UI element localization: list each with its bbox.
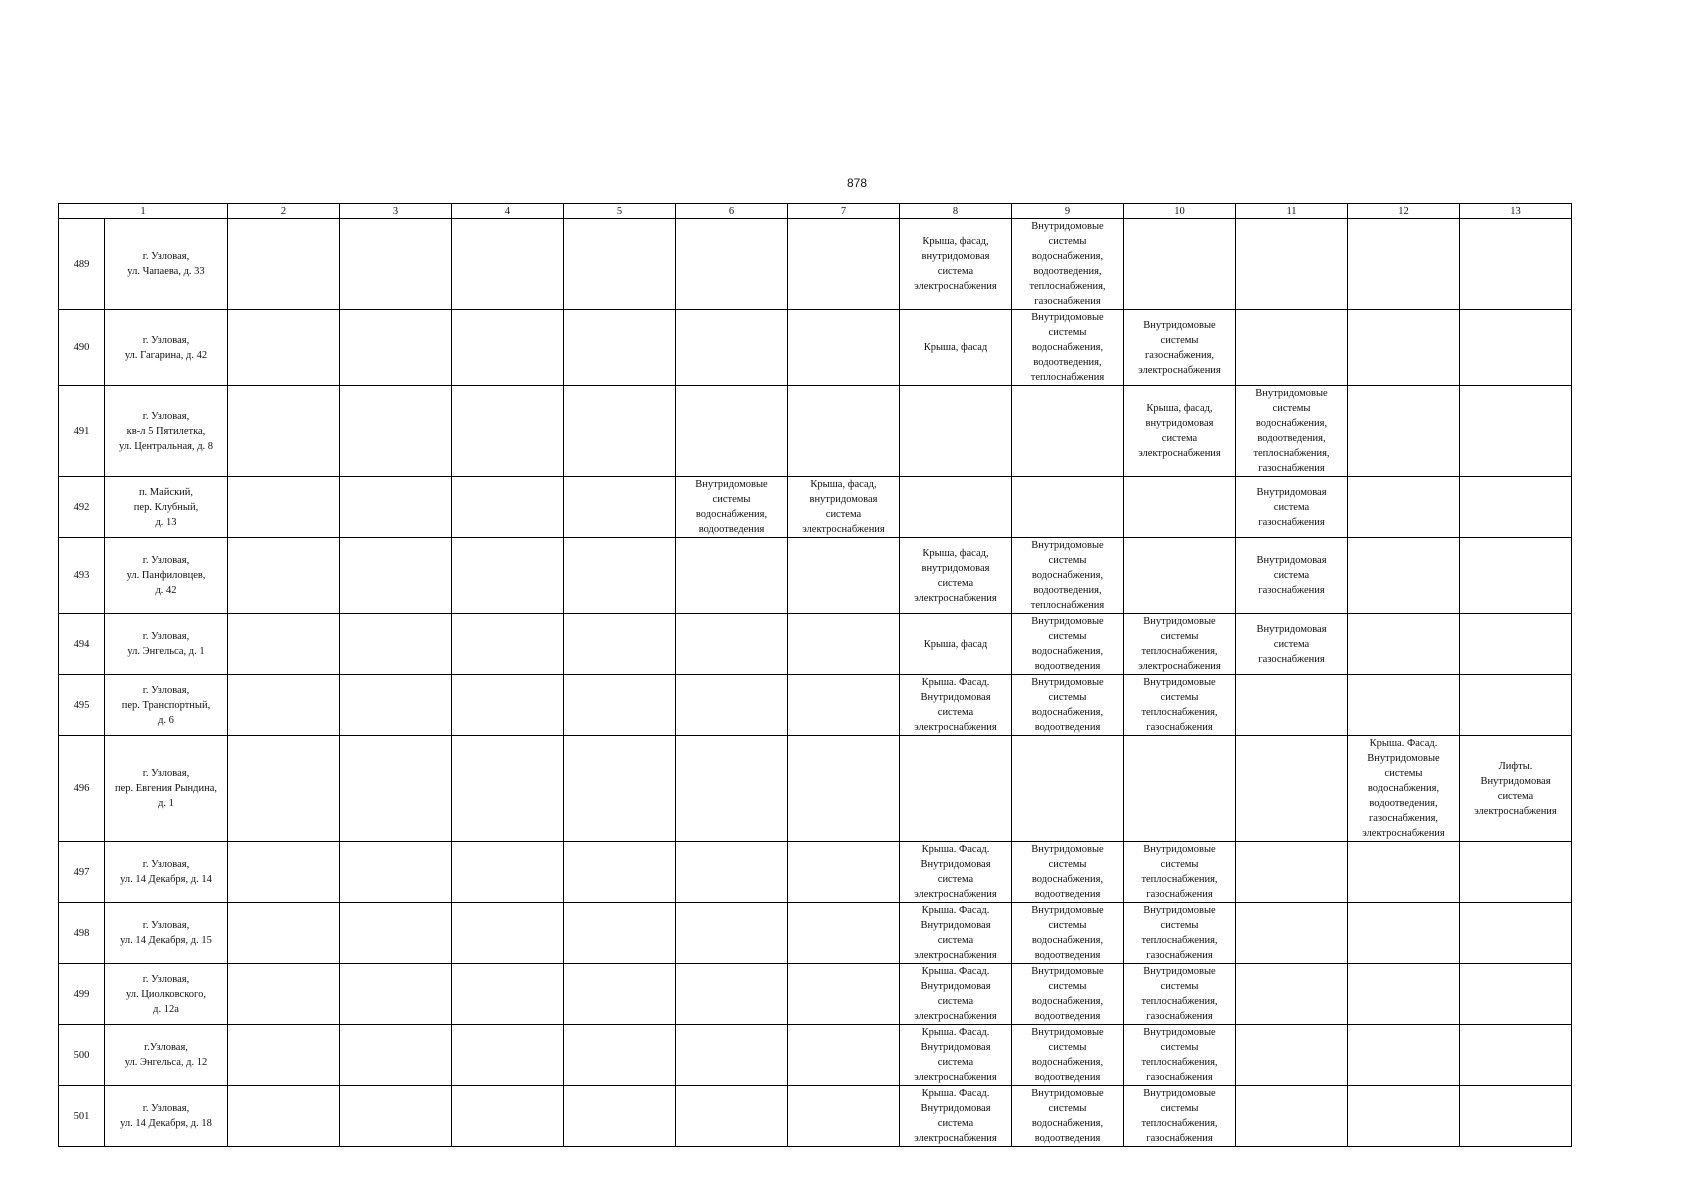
header-cell: 13 <box>1460 204 1572 219</box>
col6-cell: Внутридомовые системы водоснабжения, водоотведения <box>676 477 788 538</box>
col9-cell: Внутридомовые системы водоснабжения, водоотведения <box>1012 903 1124 964</box>
col4-cell <box>452 477 564 538</box>
col5-cell <box>564 736 676 842</box>
col2-cell <box>228 386 340 477</box>
col6-cell <box>676 1025 788 1086</box>
col10-cell <box>1124 477 1236 538</box>
col12-cell <box>1348 219 1460 310</box>
col5-cell <box>564 310 676 386</box>
col8-cell <box>900 736 1012 842</box>
col5-cell <box>564 903 676 964</box>
table-row <box>59 903 1572 964</box>
address-cell: г. Узловая, ул. 14 Декабря, д. 18 <box>105 1086 228 1147</box>
table-row <box>59 1086 1572 1147</box>
col9-cell: Внутридомовые системы водоснабжения, водоотведения <box>1012 964 1124 1025</box>
col5-cell <box>564 477 676 538</box>
col7-cell <box>788 903 900 964</box>
col3-cell <box>340 310 452 386</box>
col8-cell: Крыша. Фасад. Внутридомовая система электроснабжения <box>900 903 1012 964</box>
col11-cell: Внутридомовая система газоснабжения <box>1236 614 1348 675</box>
col10-cell: Внутридомовые системы теплоснабжения, газоснабжения <box>1124 1086 1236 1147</box>
row-number-cell: 497 <box>59 842 105 903</box>
col3-cell <box>340 386 452 477</box>
col3-cell <box>340 964 452 1025</box>
address-cell: г. Узловая, ул. 14 Декабря, д. 14 <box>105 842 228 903</box>
col13-cell <box>1460 614 1572 675</box>
col10-cell <box>1124 219 1236 310</box>
table-row <box>59 386 1572 477</box>
col7-cell <box>788 736 900 842</box>
header-cell: 9 <box>1012 204 1124 219</box>
col10-cell: Внутридомовые системы газоснабжения, электроснабжения <box>1124 310 1236 386</box>
col3-cell <box>340 614 452 675</box>
col10-cell <box>1124 736 1236 842</box>
col11-cell <box>1236 903 1348 964</box>
row-number-cell: 489 <box>59 219 105 310</box>
table-row <box>59 477 1572 538</box>
table-row <box>59 310 1572 386</box>
col5-cell <box>564 675 676 736</box>
col2-cell <box>228 614 340 675</box>
col13-cell <box>1460 1086 1572 1147</box>
col9-cell: Внутридомовые системы водоснабжения, водоотведения <box>1012 675 1124 736</box>
col9-cell: Внутридомовые системы водоснабжения, водоотведения <box>1012 1025 1124 1086</box>
address-cell: г. Узловая, пер. Транспортный, д. 6 <box>105 675 228 736</box>
col13-cell <box>1460 903 1572 964</box>
col11-cell <box>1236 219 1348 310</box>
col9-cell: Внутридомовые системы водоснабжения, водоотведения, теплоснабжения <box>1012 310 1124 386</box>
header-cell: 8 <box>900 204 1012 219</box>
header-cell: 5 <box>564 204 676 219</box>
col12-cell <box>1348 675 1460 736</box>
address-cell: г.Узловая, ул. Энгельса, д. 12 <box>105 1025 228 1086</box>
col9-cell: Внутридомовые системы водоснабжения, водоотведения <box>1012 1086 1124 1147</box>
col9-cell <box>1012 386 1124 477</box>
col5-cell <box>564 614 676 675</box>
col6-cell <box>676 903 788 964</box>
col11-cell <box>1236 1086 1348 1147</box>
col13-cell <box>1460 538 1572 614</box>
col10-cell: Внутридомовые системы теплоснабжения, электроснабжения <box>1124 614 1236 675</box>
col8-cell: Крыша, фасад <box>900 614 1012 675</box>
col7-cell: Крыша, фасад, внутридомовая система электроснабжения <box>788 477 900 538</box>
col13-cell <box>1460 477 1572 538</box>
col2-cell <box>228 310 340 386</box>
col8-cell: Крыша. Фасад. Внутридомовая система электроснабжения <box>900 964 1012 1025</box>
table-row <box>59 219 1572 310</box>
col5-cell <box>564 1086 676 1147</box>
header-cell: 2 <box>228 204 340 219</box>
row-number-cell: 501 <box>59 1086 105 1147</box>
col12-cell <box>1348 477 1460 538</box>
header-cell: 4 <box>452 204 564 219</box>
col4-cell <box>452 964 564 1025</box>
col11-cell: Внутридомовая система газоснабжения <box>1236 477 1348 538</box>
col8-cell: Крыша, фасад, внутридомовая система электроснабжения <box>900 538 1012 614</box>
table-row <box>59 842 1572 903</box>
row-number-cell: 500 <box>59 1025 105 1086</box>
col13-cell <box>1460 219 1572 310</box>
col11-cell: Внутридомовая система газоснабжения <box>1236 538 1348 614</box>
col13-cell <box>1460 386 1572 477</box>
row-number-cell: 496 <box>59 736 105 842</box>
col8-cell: Крыша. Фасад. Внутридомовая система электроснабжения <box>900 675 1012 736</box>
address-cell: г. Узловая, ул. Гагарина, д. 42 <box>105 310 228 386</box>
col6-cell <box>676 675 788 736</box>
col5-cell <box>564 1025 676 1086</box>
col4-cell <box>452 310 564 386</box>
col4-cell <box>452 842 564 903</box>
col7-cell <box>788 1086 900 1147</box>
repair-schedule-table <box>58 203 1572 1147</box>
col3-cell <box>340 736 452 842</box>
col4-cell <box>452 675 564 736</box>
col9-cell: Внутридомовые системы водоснабжения, водоотведения <box>1012 842 1124 903</box>
address-cell: г. Узловая, кв-л 5 Пятилетка, ул. Центральная, д. 8 <box>105 386 228 477</box>
col2-cell <box>228 964 340 1025</box>
col4-cell <box>452 538 564 614</box>
col13-cell <box>1460 842 1572 903</box>
col5-cell <box>564 219 676 310</box>
table-row <box>59 1025 1572 1086</box>
col9-cell: Внутридомовые системы водоснабжения, водоотведения, теплоснабжения, газоснабжения <box>1012 219 1124 310</box>
row-number-cell: 498 <box>59 903 105 964</box>
col4-cell <box>452 1086 564 1147</box>
col10-cell: Крыша, фасад, внутридомовая система электроснабжения <box>1124 386 1236 477</box>
header-cell: 6 <box>676 204 788 219</box>
col6-cell <box>676 538 788 614</box>
col2-cell <box>228 1086 340 1147</box>
col7-cell <box>788 538 900 614</box>
col12-cell <box>1348 842 1460 903</box>
col7-cell <box>788 310 900 386</box>
col13-cell: Лифты. Внутридомовая система электроснабжения <box>1460 736 1572 842</box>
header-cell: 7 <box>788 204 900 219</box>
col6-cell <box>676 386 788 477</box>
col10-cell: Внутридомовые системы теплоснабжения, газоснабжения <box>1124 1025 1236 1086</box>
col8-cell: Крыша, фасад, внутридомовая система электроснабжения <box>900 219 1012 310</box>
col3-cell <box>340 477 452 538</box>
col2-cell <box>228 219 340 310</box>
table-row <box>59 736 1572 842</box>
col2-cell <box>228 842 340 903</box>
col10-cell <box>1124 538 1236 614</box>
col4-cell <box>452 736 564 842</box>
col4-cell <box>452 1025 564 1086</box>
col7-cell <box>788 386 900 477</box>
col9-cell <box>1012 736 1124 842</box>
col4-cell <box>452 386 564 477</box>
address-cell: г. Узловая, ул. 14 Декабря, д. 15 <box>105 903 228 964</box>
col12-cell <box>1348 310 1460 386</box>
address-cell: г. Узловая, ул. Панфиловцев, д. 42 <box>105 538 228 614</box>
col6-cell <box>676 736 788 842</box>
col6-cell <box>676 219 788 310</box>
col12-cell <box>1348 538 1460 614</box>
row-number-cell: 490 <box>59 310 105 386</box>
address-cell: г. Узловая, ул. Циолковского, д. 12а <box>105 964 228 1025</box>
col3-cell <box>340 219 452 310</box>
col11-cell <box>1236 1025 1348 1086</box>
col4-cell <box>452 219 564 310</box>
col3-cell <box>340 538 452 614</box>
row-number-cell: 491 <box>59 386 105 477</box>
col2-cell <box>228 1025 340 1086</box>
col12-cell <box>1348 903 1460 964</box>
col6-cell <box>676 1086 788 1147</box>
col7-cell <box>788 675 900 736</box>
col6-cell <box>676 310 788 386</box>
col5-cell <box>564 842 676 903</box>
col12-cell: Крыша. Фасад. Внутридомовые системы водоснабжения, водоотведения, газоснабжения, электроснабжения <box>1348 736 1460 842</box>
table-row <box>59 964 1572 1025</box>
col8-cell <box>900 477 1012 538</box>
col3-cell <box>340 1086 452 1147</box>
col10-cell: Внутридомовые системы теплоснабжения, газоснабжения <box>1124 675 1236 736</box>
col12-cell <box>1348 614 1460 675</box>
col2-cell <box>228 903 340 964</box>
header-cell: 11 <box>1236 204 1348 219</box>
table-row <box>59 675 1572 736</box>
col5-cell <box>564 386 676 477</box>
col6-cell <box>676 614 788 675</box>
col9-cell: Внутридомовые системы водоснабжения, водоотведения, теплоснабжения <box>1012 538 1124 614</box>
col5-cell <box>564 964 676 1025</box>
col3-cell <box>340 675 452 736</box>
col11-cell <box>1236 675 1348 736</box>
col7-cell <box>788 219 900 310</box>
col10-cell: Внутридомовые системы теплоснабжения, газоснабжения <box>1124 903 1236 964</box>
col13-cell <box>1460 675 1572 736</box>
col8-cell <box>900 386 1012 477</box>
col3-cell <box>340 903 452 964</box>
address-cell: г. Узловая, ул. Энгельса, д. 1 <box>105 614 228 675</box>
col7-cell <box>788 614 900 675</box>
column-number-header <box>59 204 1572 219</box>
col9-cell: Внутридомовые системы водоснабжения, водоотведения <box>1012 614 1124 675</box>
col10-cell: Внутридомовые системы теплоснабжения, газоснабжения <box>1124 964 1236 1025</box>
row-number-cell: 492 <box>59 477 105 538</box>
address-cell: г. Узловая, пер. Евгения Рындина, д. 1 <box>105 736 228 842</box>
col13-cell <box>1460 1025 1572 1086</box>
header-cell: 12 <box>1348 204 1460 219</box>
col6-cell <box>676 964 788 1025</box>
col2-cell <box>228 538 340 614</box>
col12-cell <box>1348 386 1460 477</box>
col8-cell: Крыша, фасад <box>900 310 1012 386</box>
col13-cell <box>1460 310 1572 386</box>
table-row <box>59 538 1572 614</box>
address-cell: п. Майский, пер. Клубный, д. 13 <box>105 477 228 538</box>
col11-cell <box>1236 736 1348 842</box>
col12-cell <box>1348 1086 1460 1147</box>
col13-cell <box>1460 964 1572 1025</box>
col5-cell <box>564 538 676 614</box>
col12-cell <box>1348 964 1460 1025</box>
col3-cell <box>340 1025 452 1086</box>
row-number-cell: 494 <box>59 614 105 675</box>
header-cell: 3 <box>340 204 452 219</box>
row-number-cell: 499 <box>59 964 105 1025</box>
col7-cell <box>788 1025 900 1086</box>
col2-cell <box>228 736 340 842</box>
header-cell: 1 <box>59 204 228 219</box>
header-cell: 10 <box>1124 204 1236 219</box>
col11-cell: Внутридомовые системы водоснабжения, водоотведения, теплоснабжения, газоснабжения <box>1236 386 1348 477</box>
col9-cell <box>1012 477 1124 538</box>
table-row <box>59 614 1572 675</box>
col4-cell <box>452 903 564 964</box>
col2-cell <box>228 477 340 538</box>
col11-cell <box>1236 310 1348 386</box>
col6-cell <box>676 842 788 903</box>
col7-cell <box>788 964 900 1025</box>
col11-cell <box>1236 842 1348 903</box>
col11-cell <box>1236 964 1348 1025</box>
address-cell: г. Узловая, ул. Чапаева, д. 33 <box>105 219 228 310</box>
col3-cell <box>340 842 452 903</box>
col12-cell <box>1348 1025 1460 1086</box>
col2-cell <box>228 675 340 736</box>
col4-cell <box>452 614 564 675</box>
col7-cell <box>788 842 900 903</box>
col8-cell: Крыша. Фасад. Внутридомовая система электроснабжения <box>900 1086 1012 1147</box>
row-number-cell: 495 <box>59 675 105 736</box>
row-number-cell: 493 <box>59 538 105 614</box>
col10-cell: Внутридомовые системы теплоснабжения, газоснабжения <box>1124 842 1236 903</box>
col8-cell: Крыша. Фасад. Внутридомовая система электроснабжения <box>900 1025 1012 1086</box>
col8-cell: Крыша. Фасад. Внутридомовая система электроснабжения <box>900 842 1012 903</box>
page-number: 878 <box>846 176 868 190</box>
